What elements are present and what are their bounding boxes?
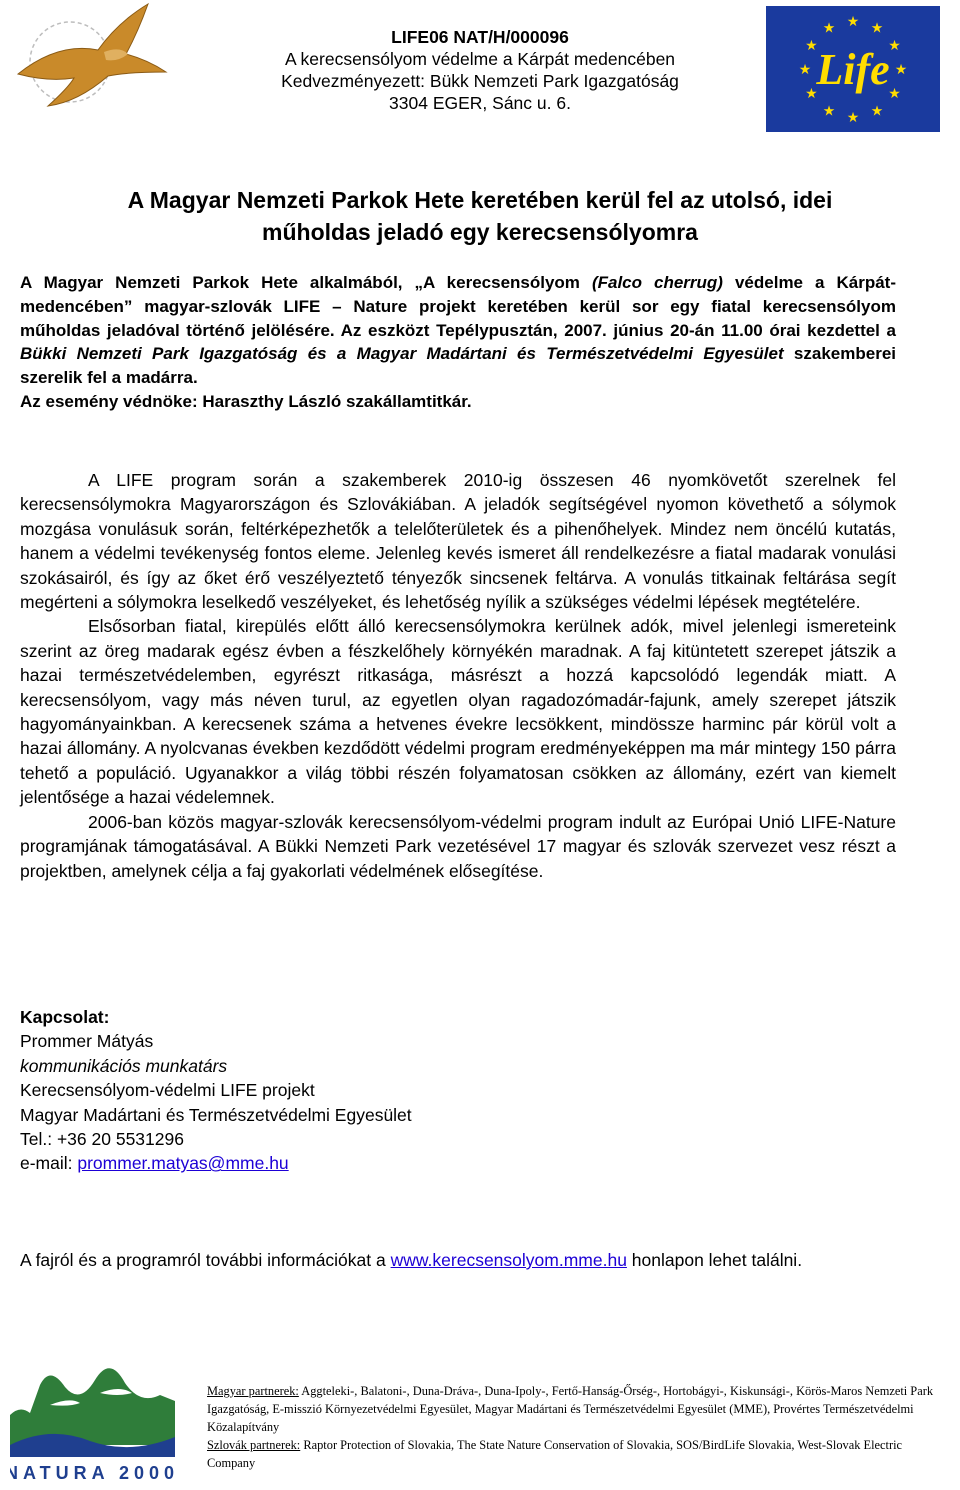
contact-org: Magyar Madártani és Természetvédelmi Egyesület	[20, 1104, 412, 1125]
intro-organizers: Bükki Nemzeti Park Igazgatóság és a Magyar Madártani és Természetvédelmi Egyesület	[20, 344, 784, 364]
eu-star-icon: ★	[870, 102, 884, 119]
body-paragraph-3: 2006-ban közös magyar-szlovák kerecsensólyom-védelmi program indult az Európai Unió LIFE-Nature programjának támogatásával. A Bükki Nemzeti Park vezetésével 17 magyar és szlovák szervezet vesz részt a projektben, amelynek célja a faj gyakorlati védelmének elősegítése.	[20, 811, 896, 881]
hu-partners-label: Magyar partnerek:	[207, 1384, 299, 1398]
eu-star-icon: ★	[805, 85, 818, 101]
contact-phone: Tel.: +36 20 5531296	[20, 1129, 184, 1150]
eu-star-icon: ★	[805, 37, 818, 53]
more-info-text: A fajról és a programról további információkat a	[20, 1250, 391, 1270]
eu-star-icon: ★	[888, 37, 901, 53]
partners-footer	[207, 1382, 947, 1472]
document-header	[225, 26, 735, 114]
intro-patron: Az esemény védnöke: Haraszthy László szakállamtitkár.	[20, 391, 472, 411]
eu-star-icon: ★	[846, 109, 860, 125]
title-line-1: A Magyar Nemzeti Parkok Hete keretében kerül fel az utolsó, idei	[127, 187, 833, 213]
bird-logo	[8, 2, 168, 112]
more-info-text-end: honlapon lehet találni.	[626, 1250, 803, 1270]
contact-name: Prommer Mátyás	[20, 1031, 154, 1052]
intro-paragraph	[20, 271, 896, 414]
email-link[interactable]: prommer.matyas@mme.hu	[77, 1153, 289, 1174]
eu-star-icon: ★	[888, 85, 901, 101]
eu-star-icon: ★	[894, 61, 908, 77]
project-code: LIFE06 NAT/H/000096	[391, 27, 569, 47]
body-text	[20, 468, 896, 883]
more-info	[20, 1248, 896, 1272]
contact-project: Kerecsensólyom-védelmi LIFE projekt	[20, 1080, 315, 1101]
title-line-2: műholdas jeladó egy kerecsensólyomra	[262, 219, 698, 245]
contact-role: kommunikációs munkatárs	[20, 1055, 228, 1076]
project-title: A kerecsensólyom védelme a Kárpát medencében	[284, 49, 676, 69]
eu-star-icon: ★	[822, 19, 836, 36]
contact-block	[20, 1005, 720, 1176]
sk-partners-text: Raptor Protection of Slovakia, The State Nature Conservation of Slovakia, SOS/BirdLife Slovakia, West-Slovak Electric Company	[207, 1438, 903, 1470]
natura-2000-logo	[10, 1345, 175, 1485]
website-link[interactable]: www.kerecsensolyom.mme.hu	[390, 1250, 627, 1270]
eu-star-icon: ★	[846, 13, 860, 29]
intro-text-3: szakemberei szerelik fel a madárra.	[20, 344, 896, 388]
hu-partners-text: Aggteleki-, Balatoni-, Duna-Dráva-, Duna-Ipoly-, Fertő-Hanság-Őrség-, Hortobágyi-, Kiskunsági-, Körös-Maros Nemzeti Park Igazgatóság, E-misszió Környezetvédelmi Egyesület, Magyar Madártani és Természetvédelmi Egyesület (MME), Provértes Természetvédelmi Közalapítvány	[207, 1384, 934, 1434]
body-paragraph-1: A LIFE program során a szakemberek 2010-ig összesen 46 nyomkövetőt szerelnek fel kerecsensólymokra Magyarországon és Szlovákiában. A jeladók segítségével nyomon követhető a sólymok mozgása vonulásuk során, feltérképezhetők a telelőterületek és a pihenőhelyek. Mindez nem öncélú kutatás, hanem a védelmi tevékenység fontos eleme. Jelenleg kevés ismeret áll rendelkezésre a fiatal madarak vonulási szokásairól, és így az őket érő veszélyeztető tényezők sincsenek feltárva. A vonulás titkainak feltárása segít megérteni a sólymokra leselkedő veszélyeket, és lehetőség nyílik a szükséges védelmi lépések megtételére.	[20, 470, 896, 613]
beneficiary: Kedvezményezett: Bükk Nemzeti Park Igazgatóság	[281, 71, 679, 91]
contact-heading: Kapcsolat:	[20, 1007, 110, 1027]
eu-star-icon: ★	[798, 61, 812, 77]
intro-text-1: A Magyar Nemzeti Parkok Hete alkalmából, „A kerecsensólyom	[20, 273, 592, 292]
svg-text:NATURA 2000: NATURA 2000	[10, 1463, 175, 1483]
body-paragraph-2: Elsősorban fiatal, kirepülés előtt álló kerecsensólymokra kerülnek adók, mivel jelenlegi ismereteink szerint az öreg madarak egész évben a fészkelőhely környékén maradnak. A faj kitüntetett szerepet játszik a hazai természetvédelemben, egyrészt ritkasága, másrészt a hozzá kapcsolódó legendák miatt. A kerecsensólyom, vagy más néven turul, az egyetlen olyan ragadozómadár-fajunk, amely szerepet játszik hagyományainkban. A kerecsenek száma a hetvenes évekre lecsökkent, mindössze harminc pár körül volt a hazai állomány. A nyolcvanas években kezdődött védelmi program eredményeképpen ma már mintegy 150 párra tehető a populáció. Ugyanakkor a világ többi részén folyamatosan csökken az állomány, ezért van kiemelt jelentősége a hazai védelemnek.	[20, 616, 896, 808]
address: 3304 EGER, Sánc u. 6.	[389, 93, 571, 113]
svg-text:Life: Life	[816, 45, 890, 94]
life-logo	[766, 6, 940, 132]
sk-partners-label: Szlovák partnerek:	[207, 1438, 301, 1452]
contact-email-line	[20, 1151, 720, 1175]
intro-latin-name: (Falco cherrug)	[591, 273, 723, 292]
intro-text-2: védelme a Kárpát-medencében” magyar-szlovák LIFE – Nature projekt keretében kerül sor egy fiatal kerecsensólyom műholdas jeladóval történő jelölésére. Az eszközt Tepélypusztán, 2007. június 20-án 11.00 órai kezdettel a	[20, 273, 896, 340]
eu-star-icon: ★	[870, 19, 884, 36]
email-label: e-mail:	[20, 1153, 78, 1174]
page-title	[20, 184, 940, 248]
eu-star-icon: ★	[822, 102, 836, 119]
